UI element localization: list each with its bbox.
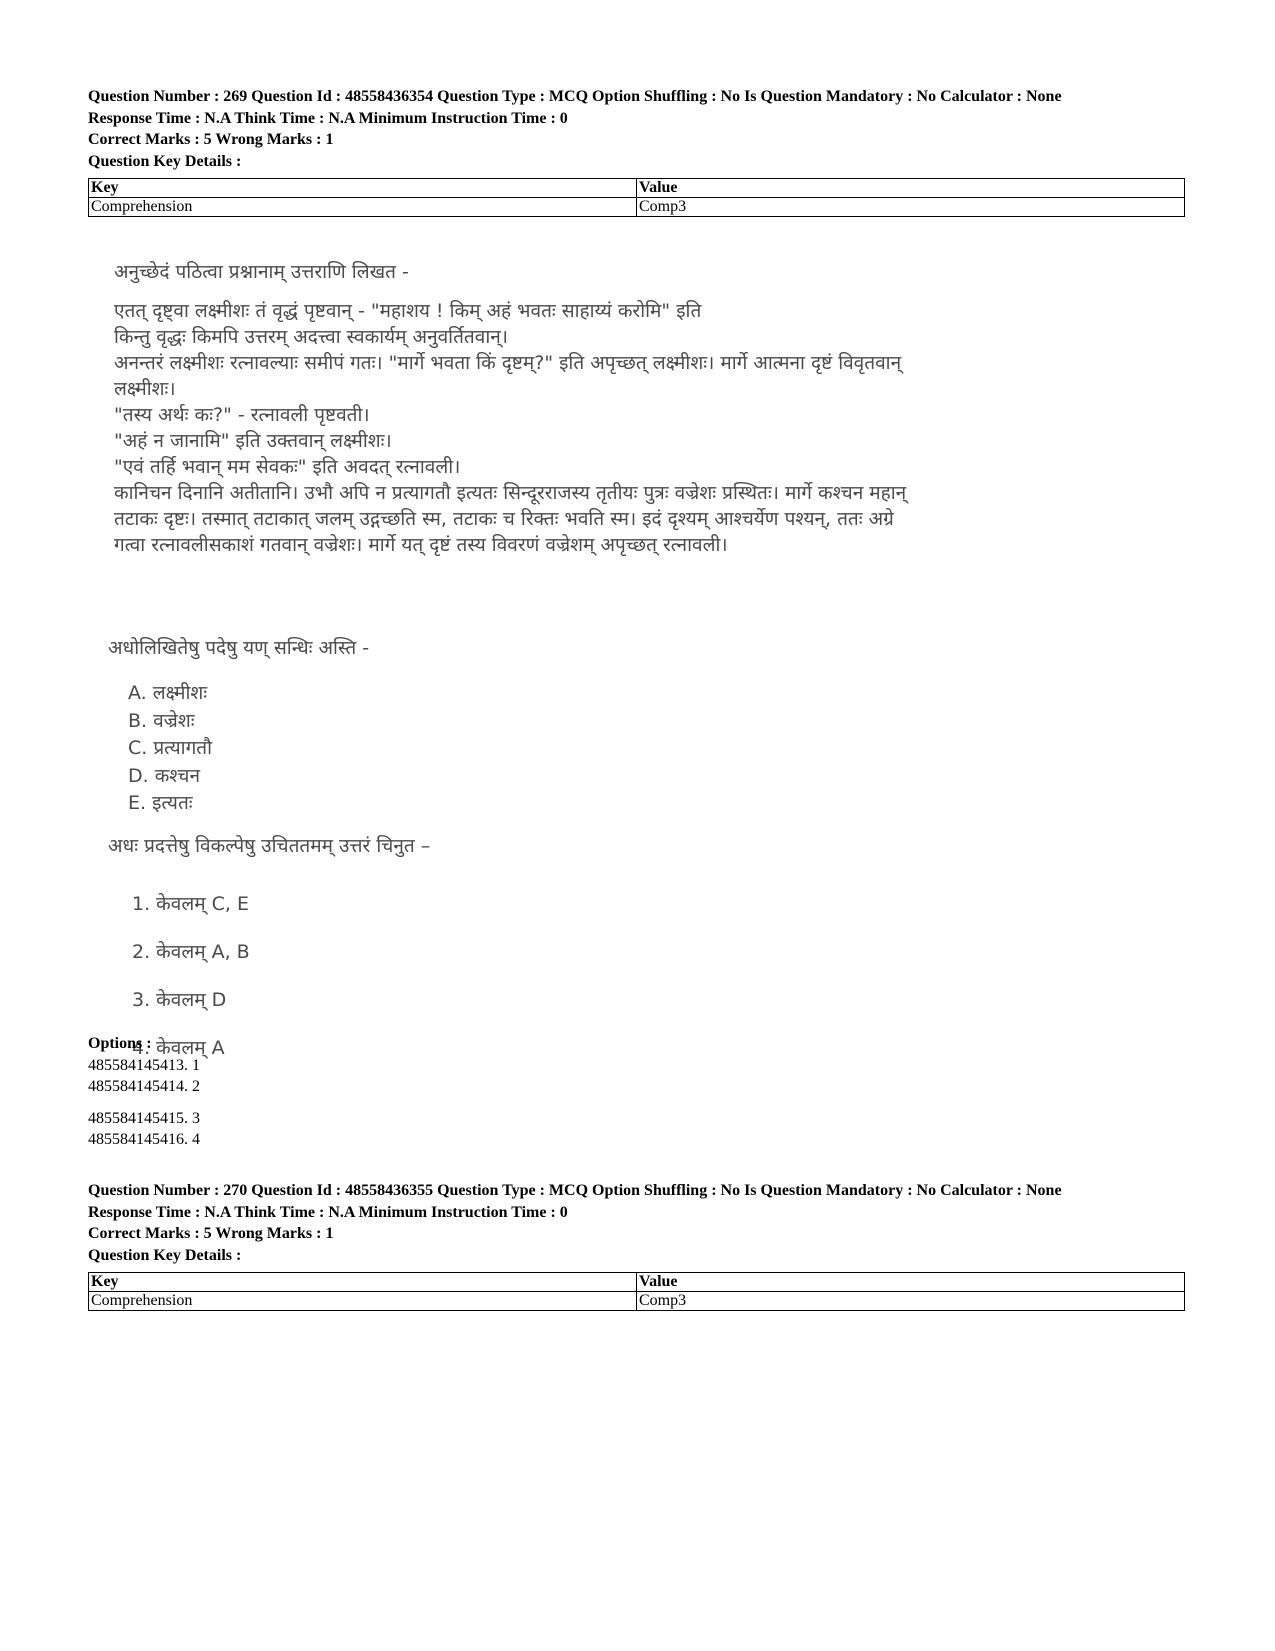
passage-line: कानिचन दिनानि अतीतानि। उभौ अपि न प्रत्यागतौ इत्यतः सिन्दूरराजस्य तृतीयः पुत्रः वज्रेशः प्रस्थितः। मार्गे कश्चन महान् bbox=[114, 482, 907, 504]
option-id: 485584145415. 3 bbox=[88, 1109, 200, 1127]
passage-line: गत्वा रत्नावलीसकाशं गतवान् वज्रेशः। मार्गे यत् दृष्टं तस्य विवरणं वज्रेशम् अपृच्छत् रत्नावली। bbox=[114, 534, 728, 556]
statement-list bbox=[128, 680, 212, 818]
marks-line: Correct Marks : 5 Wrong Marks : 1 bbox=[88, 1225, 334, 1242]
choice-item: 1. केवलम् C, E bbox=[132, 893, 249, 915]
question-270-header bbox=[88, 1180, 1188, 1266]
passage-line: एतत् दृष्ट्वा लक्ष्मीशः तं वृद्धं पृष्टवान् - "महाशय ! किम् अहं भवतः साहाय्यं करोमि" इति bbox=[114, 300, 702, 322]
response-time-line: Response Time : N.A Think Time : N.A Minimum Instruction Time : 0 bbox=[88, 1203, 568, 1221]
value-cell: Comp3 bbox=[637, 198, 1185, 217]
value-cell: Comp3 bbox=[637, 1292, 1185, 1311]
statement-item: A. लक्ष्मीशः bbox=[128, 682, 208, 704]
key-details-label: Question Key Details : bbox=[88, 152, 242, 170]
key-cell: Comprehension bbox=[89, 198, 637, 217]
options-label: Options : bbox=[88, 1035, 152, 1052]
passage-line: अनन्तरं लक्ष्मीशः रत्नावल्याः समीपं गतः। "मार्गे भवता किं दृष्टम्?" इति अपृच्छत् लक्ष्मीशः। मार्गे आत्मना दृष्टं विवृतवान् bbox=[114, 352, 902, 374]
question-269-header bbox=[88, 86, 1188, 172]
passage bbox=[114, 298, 984, 558]
options-section bbox=[88, 1033, 200, 1151]
statement-item: E. इत्यतः bbox=[128, 792, 193, 814]
key-header: Key bbox=[89, 1273, 637, 1292]
value-header: Value bbox=[637, 179, 1185, 198]
question-stem: अधोलिखितेषु पदेषु यण् सन्धिः अस्ति - bbox=[108, 637, 370, 659]
passage-line: किन्तु वृद्धः किमपि उत्तरम् अदत्त्वा स्वकार्यम् अनुवर्तितवान्। bbox=[114, 326, 508, 348]
key-header: Key bbox=[89, 179, 637, 198]
option-id: 485584145414. 2 bbox=[88, 1078, 200, 1095]
passage-line: "अहं न जानामि" इति उक्तवान् लक्ष्मीशः। bbox=[114, 430, 392, 452]
choice-item: 3. केवलम् D bbox=[132, 989, 227, 1011]
passage-line: लक्ष्मीशः। bbox=[114, 378, 176, 400]
choose-instruction: अधः प्रदत्तेषु विकल्पेषु उचिततमम् उत्तरं चिनुत – bbox=[108, 835, 431, 857]
statement-item: B. वज्रेशः bbox=[128, 709, 195, 732]
question-269-key-table bbox=[88, 176, 1188, 217]
passage-line: तटाकः दृष्टः। तस्मात् तटाकात् जलम् उद्गच्छति स्म, तटाकः च रिक्तः भवति स्म। इदं दृश्यम् आश्चर्येण पश्यन्, ततः अग्रे bbox=[114, 508, 894, 530]
question-270-key-table bbox=[88, 1270, 1188, 1311]
option-id: 485584145416. 4 bbox=[88, 1131, 200, 1148]
passage-line: "एवं तर्हि भवान् मम सेवकः" इति अवदत् रत्नावली। bbox=[114, 456, 461, 478]
statement-item: D. कश्चन bbox=[128, 764, 200, 787]
passage-title: अनुच्छेदं पठित्वा प्रश्नानाम् उत्तराणि लिखत - bbox=[114, 261, 409, 283]
question-meta-line: Question Number : 270 Question Id : 48558436355 Question Type : MCQ Option Shuffling : No Is Question Mandatory : No Calculator : None bbox=[88, 1182, 1062, 1199]
option-id: 485584145413. 1 bbox=[88, 1056, 200, 1074]
key-cell: Comprehension bbox=[89, 1292, 637, 1311]
question-meta-line: Question Number : 269 Question Id : 48558436354 Question Type : MCQ Option Shuffling : No Is Question Mandatory : No Calculator : None bbox=[88, 88, 1062, 105]
marks-line: Correct Marks : 5 Wrong Marks : 1 bbox=[88, 131, 334, 148]
value-header: Value bbox=[637, 1273, 1185, 1292]
response-time-line: Response Time : N.A Think Time : N.A Minimum Instruction Time : 0 bbox=[88, 109, 568, 127]
key-details-label: Question Key Details : bbox=[88, 1246, 242, 1264]
choice-item: 4. केवलम् A bbox=[132, 1037, 225, 1059]
statement-item: C. प्रत्यागतौ bbox=[128, 737, 213, 759]
passage-line: "तस्य अर्थः कः?" - रत्नावली पृष्टवती। bbox=[114, 404, 370, 426]
choice-item: 2. केवलम् A, B bbox=[132, 941, 250, 963]
